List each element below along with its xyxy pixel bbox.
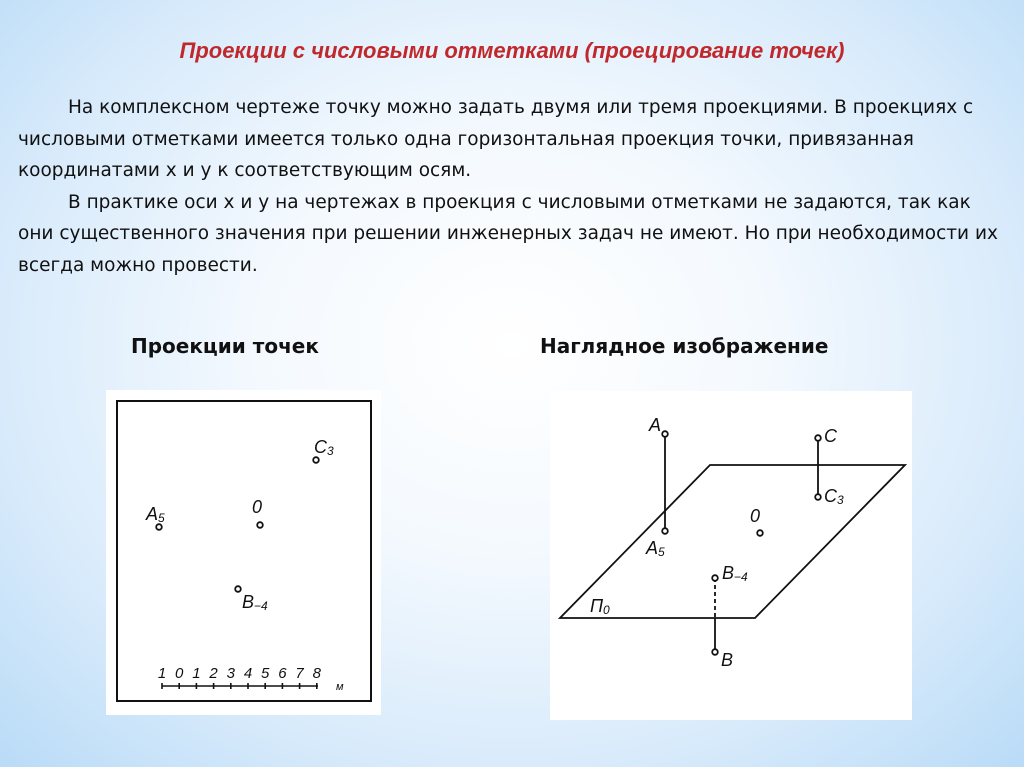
plane-p0	[560, 465, 905, 618]
point-a5-label: A5	[146, 504, 165, 525]
point-c3-dot	[815, 494, 821, 500]
point-b-label: B	[721, 650, 734, 670]
point-c3-label: C3	[314, 437, 334, 458]
point-c3-dot	[313, 457, 319, 463]
paragraph-2: В практике оси x и y на чертежах в проекция с числовыми отметками не задаются, так как они существенного значения при решении инженерных задач не имеют. Но при необходимости их всегда можно провести.	[18, 191, 998, 276]
point-a-dot	[662, 431, 668, 437]
slide-title: Проекции с числовыми отметками (проецирование точек)	[179, 38, 845, 63]
scale-tick-label: 1	[157, 665, 167, 682]
plane-p0-label: П0	[590, 596, 610, 617]
visual-image-drawing	[550, 391, 912, 720]
scale-tick-label: 7	[295, 665, 304, 682]
point-o-label: 0	[252, 497, 263, 517]
point-projections-drawing	[106, 390, 381, 715]
caption-visual-image: Наглядное изображение	[540, 334, 829, 358]
slide-body-text	[18, 92, 1008, 281]
linear-scale	[158, 665, 344, 693]
point-b-4-label: B−4	[242, 592, 268, 613]
point-a5-label: A5	[646, 538, 665, 559]
point-b-4-label: B−4	[722, 563, 748, 584]
point-b-4-dot	[235, 586, 241, 592]
point-o-dot	[257, 522, 263, 528]
point-b-dot	[712, 649, 718, 655]
point-c-label: C	[824, 426, 837, 446]
point-projections-panel	[106, 390, 381, 715]
scale-unit: м	[336, 681, 344, 693]
point-a5-dot	[156, 524, 162, 530]
scale-tick-label: 0	[175, 665, 184, 682]
caption-point-projections: Проекции точек	[131, 334, 319, 358]
scale-tick-label: 6	[278, 665, 287, 682]
point-c3-label: C3	[824, 486, 844, 507]
scale-tick-label: 5	[261, 665, 270, 682]
visual-image-panel	[550, 391, 912, 720]
scale-tick-label: 8	[312, 665, 321, 682]
scale-tick-label: 4	[243, 665, 253, 682]
point-a-label: A	[649, 415, 662, 435]
point-o-label: 0	[750, 506, 761, 526]
point-o-dot	[757, 530, 763, 536]
paragraph-1: На комплексном чертеже точку можно задать двумя или тремя проекциями. В проекциях с числовыми отметками имеется только одна горизонтальная проекция точки, привязанная координатами x и y к соответствующим осям.	[18, 97, 974, 181]
point-a5-dot	[662, 528, 668, 534]
scale-tick-label: 3	[226, 665, 235, 682]
scale-tick-label: 1	[192, 665, 201, 682]
point-b-4-dot	[712, 575, 718, 581]
point-c-dot	[815, 435, 821, 441]
scale-tick-label: 2	[209, 665, 218, 682]
